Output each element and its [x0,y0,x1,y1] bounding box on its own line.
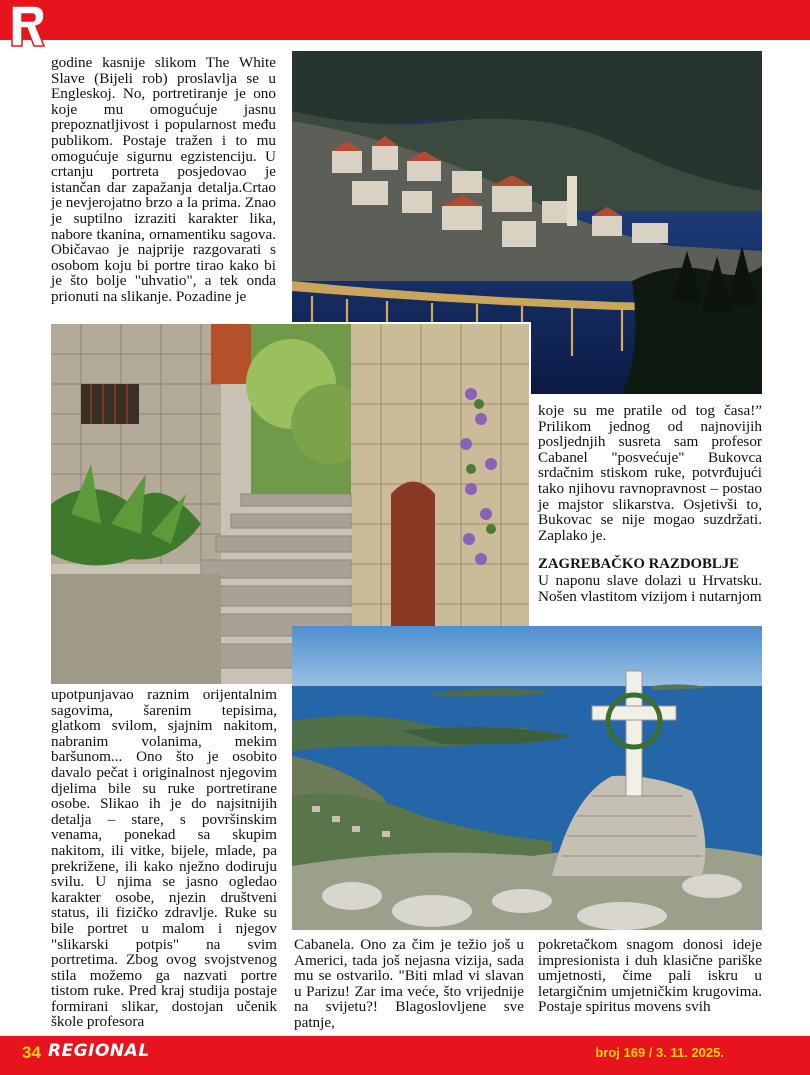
article-column-3 [538,403,762,604]
brand-logo: REGIONAL [48,1041,150,1061]
magazine-logo-icon [8,2,48,50]
issue-info: broj 169 / 3. 11. 2025. [595,1045,724,1060]
page-number: 34 [22,1043,41,1062]
cross-sea-photo [292,626,762,930]
article-text: U naponu slave dolazi u Hrvatsku. Nošen vlastitom vizijom i nutarnjom [538,571,762,605]
section-heading: ZAGREBAČKO RAZDOBLJE [538,556,740,573]
article-text: koje su me pratile od tog časa!” Prilikom jednog od najnovijih posljednjih susreta sam profesor Cabanel "posvećuje" Bukovca srdačnim stiskom ruke, potvrđujući tako njihovu ravnopravnost – postao je majstor slikarstva. Osjetivši to, Bukovac se nije mogao suzdržati. Zaplako je. [538,402,762,544]
article-column-1 [51,55,276,305]
article-column-5 [538,937,762,1015]
article-column-2 [51,687,277,1030]
article-text: Cabanela. Ono za čim je težio još u Americi, tada još nejasna vizija, sada mu se ostvarilo. "Biti mlad vi slavan u Parizu! Zar ima veće, što vrijednije na svijetu?! Blagoslovljene sve patnje, [294,936,524,1031]
article-text: pokretačkom snagom donosi ideje impresionista i duh klasične pariške umjetnosti, čime pali iskru u letargičnim umjetničkim krugovima. Postaje spiritus movens svih [538,936,762,1016]
header-bar [0,0,810,40]
article-text: godine kasnije slikom The White Slave (Bijeli rob) proslavlja se u Engleskoj. No, portretiranje je ono koje mu omogućuje jasnu prepoznatljivost i popularnost među publikom. Postaje tražen i to mu omogućuje sigurnu egzistenciju. U crtanju portreta posjedovao je istančan dar zapažanja detalja.Crtao je nevjerojatno brzo a la prima. Znao je suptilno izraziti karakter lika, nabore tkanina, ornamentiku sagova. Običavao je najprije razgovarati s osobom koju bi portre tirao kako bi je što bolje "uhvatio", a tek onda prionuti na slikanje. Pozadine je [51,54,276,305]
article-text: upotpunjavao raznim orijentalnim sagovima, šarenim tepisima, glatkom svilom, sjajnim nakitom, nabranim volanima, mekim baršunom... Ono što je osobito davalo pečat i originalnost njegovim djelima bile su ruke portretirane osobe. Slikao ih je do najsitnijih detalja – stare, s površinskim venama, ponekad sa skupim nakitom, ili vitke, bijele, mlade, pa prekrižene, ili kako nježno dodiruju svilu. U njima se jasno ogledao karakter osobe, njezin društveni status, ili fizičko zdravlje. Ruke su bile portret u malom i njegov "slikarski potpis" na svim portretima. Zbog ovog svojstvenog stila možemo ga nazvati portre tistom ruke. Pred kraj studija postaje formirani slikar, dostojan učenik škole profesora [51,686,277,1031]
footer-bar [0,1036,810,1075]
article-column-4 [294,937,524,1031]
